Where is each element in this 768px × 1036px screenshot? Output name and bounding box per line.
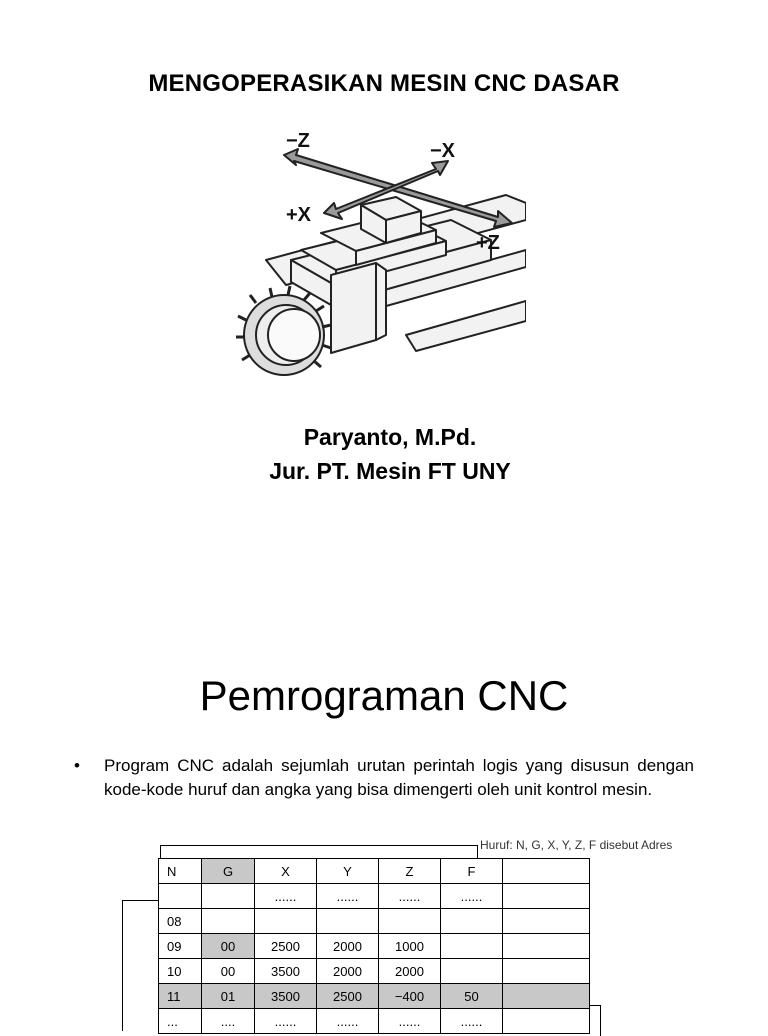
table-cell: −400 [379,984,441,1009]
table-cell [441,909,503,934]
slide-title-2: Pemrograman CNC [199,672,569,719]
table-cell: 11 [159,984,202,1009]
table-cell: 3500 [255,984,317,1009]
table-cell [202,909,255,934]
table-cell: 00 [202,959,255,984]
table-cell [202,884,255,909]
table-cell: 2000 [317,934,379,959]
table-cell: ...... [441,884,503,909]
table-row [159,959,590,984]
bullet-symbol: • [74,756,80,775]
table-cell [317,909,379,934]
table-row [159,1009,590,1034]
author-block [0,420,768,488]
table-cell: ...... [317,884,379,909]
row-bracket-left [122,900,159,1031]
table-row [159,884,590,909]
table-cell: 2500 [317,984,379,1009]
axis-label-plus-x: +X [286,204,312,226]
table-cell [255,909,317,934]
table-cell: 2500 [255,934,317,959]
header-cell: F [441,859,503,884]
adres-note: Huruf: N, G, X, Y, Z, F disebut Adres [480,838,673,852]
table-cell: 10 [159,959,202,984]
table-row [159,934,590,959]
gear-housing [331,263,376,353]
slide-title: MENGOPERASIKAN MESIN CNC DASAR [148,70,620,97]
table-cell: 2000 [379,959,441,984]
axis-label-minus-x: −X [430,140,456,162]
header-cell [503,859,590,884]
table-cell: 50 [441,984,503,1009]
table-cell: 09 [159,934,202,959]
table-cell: 1000 [379,934,441,959]
table-cell [503,934,590,959]
header-cell: N [159,859,202,884]
table-cell: ...... [255,884,317,909]
table-cell [503,884,590,909]
cnc-program-table [158,858,590,1034]
header-cell: Z [379,859,441,884]
table-cell: 08 [159,909,202,934]
table-cell: 01 [202,984,255,1009]
cnc-axes-illustration [236,125,526,385]
table-cell [503,909,590,934]
axis-label-minus-z: −Z [286,130,310,152]
table-cell [379,909,441,934]
adres-bracket [160,845,478,858]
table-cell [159,884,202,909]
table-cell: ...... [255,1009,317,1034]
table-cell [441,959,503,984]
table-cell [503,959,590,984]
table-cell: ...... [441,1009,503,1034]
gear-icon [236,286,331,375]
content-slide [0,640,768,1029]
axis-label-plus-z: +Z [476,232,500,254]
table-cell [441,934,503,959]
table-row [159,909,590,934]
author-department: Jur. PT. Mesin FT UNY [269,458,511,484]
table-cell: ... [159,1009,202,1034]
table-cell: 00 [202,934,255,959]
table-cell [503,1009,590,1034]
table-cell: 3500 [255,959,317,984]
bullet-text: Program CNC adalah sejumlah urutan perintah logis yang disusun dengan kode-kode huruf dan angka yang bisa dimengerti oleh unit kontrol mesin. [104,756,694,799]
header-cell: Y [317,859,379,884]
gear-housing [376,263,386,340]
table-cell: .... [202,1009,255,1034]
table-cell: ...... [379,1009,441,1034]
bullet-point [74,754,694,802]
table-row-highlighted [159,984,590,1009]
table-cell: ...... [379,884,441,909]
author-name: Paryanto, M.Pd. [303,424,477,450]
header-cell: G [202,859,255,884]
table-cell: ...... [317,1009,379,1034]
machine-rail [406,301,526,351]
table-cell: 2000 [317,959,379,984]
table-header-row [159,859,590,884]
table-cell [503,984,590,1009]
header-cell: X [255,859,317,884]
